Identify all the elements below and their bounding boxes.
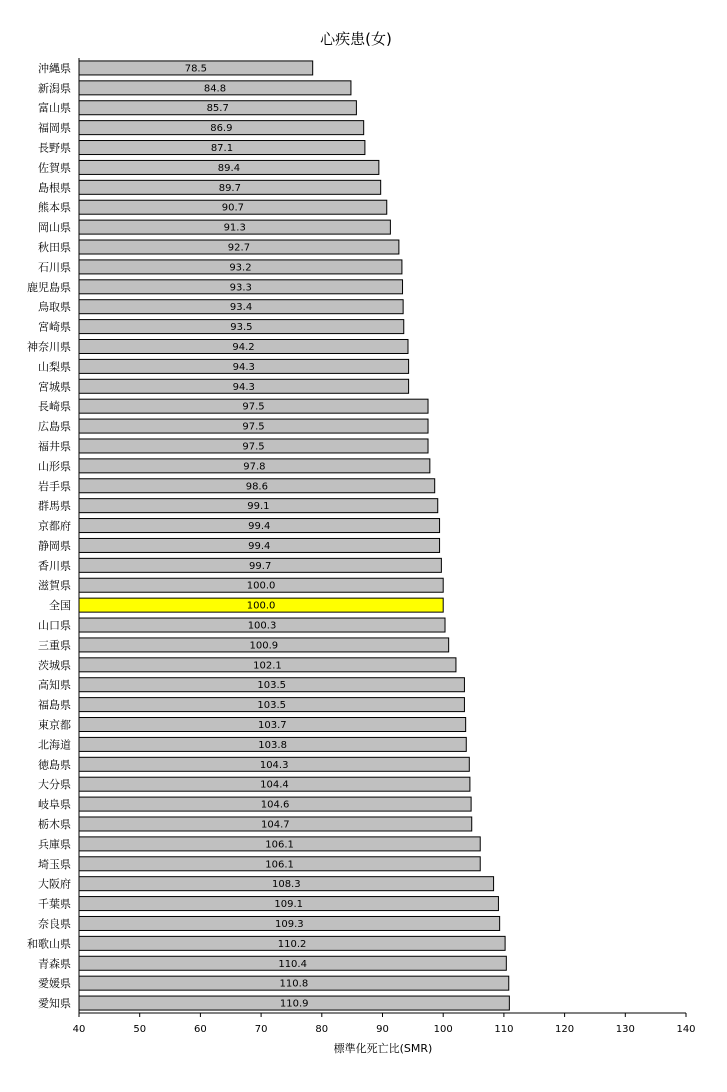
value-label: 92.7 [227, 242, 251, 254]
category-label: 愛媛県 [38, 977, 71, 991]
value-label: 99.1 [247, 501, 270, 513]
x-tick-label: 50 [133, 1024, 147, 1035]
category-label: 東京都 [38, 718, 71, 732]
value-label: 91.3 [223, 222, 246, 234]
category-label: 鹿児島県 [27, 280, 71, 294]
category-label: 青森県 [38, 957, 71, 971]
category-label: 埼玉県 [38, 857, 71, 871]
category-label: 千葉県 [38, 897, 71, 911]
value-label: 103.5 [257, 700, 287, 712]
value-label: 93.5 [230, 322, 253, 334]
category-label: 滋賀県 [38, 579, 71, 593]
value-label: 93.4 [229, 302, 253, 314]
value-label: 109.1 [274, 899, 304, 911]
category-label: 福井県 [38, 439, 71, 453]
category-label: 岩手県 [38, 479, 71, 493]
value-label: 78.5 [184, 63, 207, 75]
category-label: 鳥取県 [38, 300, 71, 314]
category-label: 全国 [49, 599, 71, 613]
value-label: 100.0 [246, 600, 276, 612]
value-label: 84.8 [203, 83, 227, 95]
category-label: 兵庫県 [38, 837, 71, 851]
category-label: 広島県 [38, 420, 71, 434]
value-label: 104.4 [260, 779, 289, 791]
x-tick-labels [73, 1013, 696, 1035]
category-label: 大阪府 [38, 877, 71, 891]
value-label: 104.7 [261, 819, 290, 831]
value-label: 85.7 [206, 103, 229, 115]
value-label: 89.4 [217, 162, 241, 174]
value-label: 109.3 [275, 918, 304, 930]
category-label: 群馬県 [38, 499, 71, 513]
value-label: 100.9 [249, 640, 279, 652]
x-tick-label: 60 [194, 1024, 207, 1035]
value-label: 97.5 [242, 441, 265, 453]
category-label: 香川県 [38, 559, 71, 573]
value-label: 94.3 [232, 381, 255, 393]
value-label: 90.7 [221, 202, 245, 214]
x-tick-label: 110 [494, 1024, 514, 1035]
value-label: 87.1 [210, 143, 234, 155]
value-label: 102.1 [253, 660, 282, 672]
category-label: 岡山県 [38, 221, 71, 235]
category-label: 岐阜県 [38, 798, 71, 812]
category-label: 福岡県 [38, 121, 71, 135]
category-label: 宮城県 [38, 380, 71, 394]
category-label: 富山県 [38, 101, 71, 115]
value-label: 98.6 [245, 481, 268, 493]
category-label: 石川県 [38, 260, 71, 274]
category-label: 沖縄県 [38, 61, 71, 75]
category-label: 福島県 [38, 698, 71, 712]
value-label: 103.7 [258, 720, 287, 732]
category-label: 奈良県 [38, 917, 71, 931]
category-label: 山形県 [38, 459, 71, 473]
x-tick-label: 70 [254, 1024, 268, 1035]
value-label: 93.2 [229, 262, 252, 274]
bars-group [79, 61, 509, 1010]
value-label: 99.7 [249, 560, 272, 572]
value-label: 97.5 [242, 401, 265, 413]
value-label: 97.8 [243, 461, 266, 473]
category-label: 山口県 [38, 619, 71, 633]
category-label: 新潟県 [38, 81, 71, 95]
value-label: 104.6 [260, 799, 290, 811]
category-label: 徳島県 [38, 758, 71, 772]
category-label: 熊本県 [38, 201, 71, 215]
category-label: 高知県 [38, 678, 71, 692]
category-label: 島根県 [38, 181, 71, 195]
category-label: 茨城県 [38, 658, 71, 672]
category-labels [27, 61, 71, 1010]
category-label: 北海道 [38, 738, 71, 752]
value-label: 100.0 [246, 580, 276, 592]
category-label: 神奈川県 [27, 340, 71, 354]
category-label: 佐賀県 [38, 161, 71, 175]
value-label: 86.9 [210, 123, 233, 135]
category-label: 長野県 [38, 141, 71, 155]
x-axis-title: 標準化死亡比(SMR) [333, 1042, 433, 1055]
category-label: 愛知県 [38, 997, 71, 1011]
value-label: 106.1 [265, 839, 294, 851]
category-label: 長崎県 [38, 400, 71, 414]
value-label: 110.8 [279, 978, 309, 990]
x-tick-label: 140 [676, 1024, 696, 1035]
x-tick-label: 100 [433, 1024, 453, 1035]
value-label: 94.3 [232, 361, 255, 373]
value-label: 103.8 [258, 739, 287, 751]
category-label: 三重県 [38, 638, 71, 652]
value-label: 97.5 [242, 421, 265, 433]
value-label: 89.7 [218, 182, 241, 194]
value-label: 104.3 [259, 759, 289, 771]
category-label: 京都府 [38, 519, 71, 533]
value-label: 110.2 [277, 938, 307, 950]
category-label: 和歌山県 [27, 937, 71, 951]
value-label: 100.3 [247, 620, 277, 632]
category-label: 宮崎県 [38, 320, 71, 334]
value-label: 94.2 [232, 341, 255, 353]
x-tick-label: 80 [315, 1024, 329, 1035]
value-label: 99.4 [248, 521, 271, 533]
x-tick-label: 130 [615, 1024, 635, 1035]
x-tick-label: 40 [72, 1024, 86, 1035]
x-tick-label: 120 [555, 1024, 575, 1035]
category-label: 大分県 [38, 778, 71, 792]
value-label: 103.5 [257, 680, 287, 692]
category-label: 静岡県 [38, 539, 71, 553]
value-label: 99.4 [248, 540, 271, 552]
value-label: 110.4 [278, 958, 307, 970]
chart-title: 心疾患(女) [320, 30, 392, 48]
value-label: 108.3 [271, 879, 301, 891]
value-label: 106.1 [265, 859, 294, 871]
category-label: 栃木県 [38, 817, 71, 831]
x-tick-label: 90 [376, 1024, 389, 1035]
value-label: 110.9 [279, 998, 309, 1010]
category-label: 秋田県 [38, 241, 71, 255]
category-label: 山梨県 [38, 360, 71, 374]
value-label: 93.3 [229, 282, 252, 294]
